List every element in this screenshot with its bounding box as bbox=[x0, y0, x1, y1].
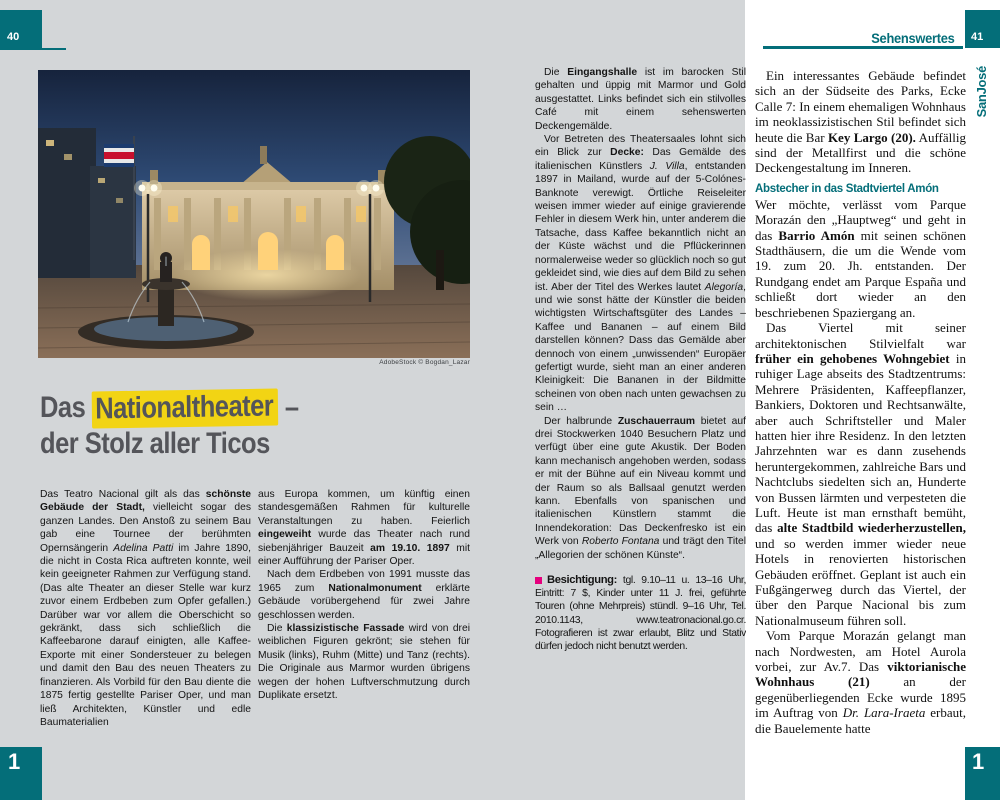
costa-rica-flag bbox=[104, 144, 134, 167]
section-title: Sehenswertes bbox=[871, 30, 955, 46]
section-title-rule bbox=[763, 46, 963, 49]
body-column-1: Das Teatro Nacional gilt als das schönste Gebäude der Stadt, vielleicht sogar des ganzen Landes. Den Anstoß zu seinem Bau gab eine Tournee der berühmten Opernsängerin Adelina Patti im Jahre 1890, die nicht in Costa Rica auftreten konnte, weil kein geeigneter Rahmen zur Verfügung stand. (Das alte Theater an dieser Stelle war kurz zuvor einem Erdbeben zum Opfer gefallen.) Darüber war vor allem die Oberschicht so gekränkt, dass sich schließlich die Kaffeebarone darauf einigten, alle Kaffee-Exporte mit einer Sondersteuer zu belegen und damit den Bau des neuen Theaters zu finanzieren. Als Vorbild für den Bau diente die 1875 fertig gestellte Pariser Oper, und man ließ Architekten, Künstler und edle Baumaterialien bbox=[40, 489, 251, 728]
page-number-left: 40 bbox=[0, 10, 42, 48]
headline-line-1: Das Nationaltheater – bbox=[40, 390, 516, 427]
info-bullet-icon bbox=[535, 577, 542, 584]
visitor-info-block bbox=[535, 574, 746, 653]
headline-line-2: der Stolz aller Ticos bbox=[40, 427, 270, 460]
right-paragraph-1: Ein interessantes Gebäude befindet sich an der Südseite des Parks, Ecke Calle 7: In einem ehemaligen Wohnhaus im neoklassizistischen Stil befindet sich heute die Bar Key Largo (20). Auffällig sind der Metallfirst und die schöne Deckengestaltung im Inneren. bbox=[755, 68, 966, 176]
visitor-info-text: Besichtigung: tgl. 9.10–11 u. 13–16 Uhr, Eintritt: 7 $, Kinder unter 11 J. frei, geführte Touren (ohne Mehrpreis) stündl. 9–16 Uhr, Tel. 2010.1143, www.teatronacional.go.cr. Fotografieren ist zwar erlaubt, Blitz und Stativ dürfen jedoch nicht benutzt werden. bbox=[535, 574, 746, 653]
photo-credit: AdobeStock © Bogdan_Lazar bbox=[379, 359, 470, 366]
body-column-3-text: Die Eingangshalle ist im barocken Stil gehalten und üppig mit Marmor und Gold ausgestattet. Links befindet sich ein stilvolles Café mit einem sehenswerten Deckengemälde. Vor Betreten des Theatersaales lohnt sich ein Blick zur Decke: Das Gemälde des italienischen Künstlers J. Villa, entstanden 1897 in Mailand, wurde auf der 5-Colónes-Banknote verewigt. Örtliche Reiseleiter weisen immer wieder auf einige gravierende Fehler in diesem Werk hin, unter anderem die Tatsache, dass Kaffee bekanntlich nicht an der Küste wächst und die Pflückerinnen normalerweise weder so glücklich noch so gut gekleidet sind, wie dies auf dem Bild zu sehen ist. Aber der Titel des Werkes lautet Alegoría, und wie sonst hätte der Künstler die beiden wichtigsten Wirtschaftsgüter des Landes – Kaffee und Bananen – auf einem Bild darstellen können? Dass das Gemälde aber dennoch von einem „unwissenden“ Europäer gefertigt wurde, sieht man an einer anderen Kleinigkeit: Die Bananen in der Bildmitte scheinen von oben nach unten gewachsen zu sein … Der halbrunde Zuschauerraum bietet auf drei Stockwerken 1040 Besuchern Platz und verfügt über eine gute Akustik. Der Boden kann mechanisch angehoben werden, sodass er mit der Bühne auf ein Niveau kommt und der Raum so als Ballsaal genutzt werden kann. Ebenfalls von spanischen und italienischen Künstlern stammt die Innendekoration: Das Deckenfresko ist ein Werk von Roberto Fontana und trägt den Titel „Allegorien der schönen Künste“. bbox=[535, 67, 746, 561]
subheading-amon: Abstecher in das Stadtviertel Amón bbox=[755, 182, 939, 195]
teatro-photo-illustration bbox=[38, 70, 470, 358]
body-column-2: aus Europa kommen, um künftig einen standesgemäßen Rahmen für kulturelle Veranstaltungen zu haben. Feierlich eingeweiht wurde das Theater nach rund siebenjähriger Bauzeit am 19.10. 1897 mit einer Aufführung der Pariser Oper. Nach dem Erdbeben von 1991 musste das 1965 zum Nationalmonument erklärte Gebäude vorübergehend für zwei Jahre geschlossen werden. Die klassizistische Fassade wird von drei weiblichen Figuren gekrönt; sie stehen für Musik (links), Ruhm (Mitte) und Tanz (rechts). Die Originale aus Marmor wurden übrigens wegen der hohen Luftverschmutzung durch Duplikate ersetzt. bbox=[258, 489, 470, 702]
body-column-3 bbox=[535, 66, 746, 766]
chapter-tab-left: 1 bbox=[0, 747, 42, 800]
right-paragraphs-rest: Wer möchte, verlässt vom Parque Morazán den „Hauptweg“ und geht in das Barrio Amón mit seinen schönen Stadthäusern, die um die Wende vom 19. zum 20. Jh. entstanden. Der Rundgang endet am Parque España und schließt dort wieder an den beschriebenen Spaziergang an. Das Viertel mit seiner architektonischen Stilvielfalt war früher ein gehobenes Wohngebiet in ruhiger Lage abseits des Stadtzentrums: Mehrere Präsidenten, Kaffeepflanzer, Bankiers, Doktoren und Rechtsanwälte, aber auch Schriftsteller und Maler hatten hier ihre Residenz. In den letzten Jahrzehnten war es dann zusehends heruntergekommen, zahlreiche Bars und Nachtclubs siedelten sich an, Hunderte von Bussen lärmten und verpesteten die Luft. Heute ist man ernsthaft bemüht, das alte Stadtbild wiederherzustellen, und so werden immer wieder neue Hotels in renovierten historischen Gebäuden eröffnet. Geplant ist auch ein Fußgängerweg durch das Viertel, der über den Parque Nacional bis zum Nationalmuseum führen soll. Vom Parque Morazán gelangt man nach Nordwesten, am Hotel Aurola vorbei, zur Av.7. Das viktorianische Wohnhaus (21) an der gegenüberliegenden Ecke wurde 1895 im Auftrag von Dr. Lara-Iraeta erbaut, die Bauelemente hatte bbox=[755, 196, 966, 736]
chapter-tab-right: 1 bbox=[965, 747, 1000, 800]
page-number-left-rule bbox=[0, 48, 66, 50]
article-headline bbox=[40, 390, 516, 461]
right-page-column bbox=[755, 68, 966, 760]
page-number-right: 41 bbox=[965, 10, 1000, 48]
chapter-side-tab: SanJosé bbox=[974, 66, 989, 118]
headline-highlight: Nationaltheater bbox=[92, 388, 279, 428]
teatro-nacional-photo bbox=[38, 70, 470, 358]
